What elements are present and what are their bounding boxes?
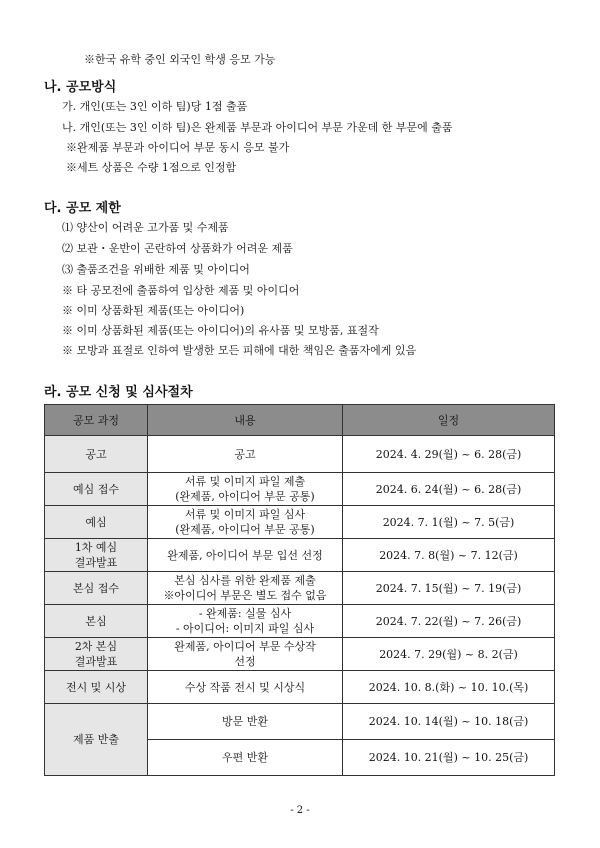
date-cell-text: 2024. 7. 29(월) ~ 8. 2(금) — [379, 647, 518, 661]
restriction-item: ⑴ 양산이 어려운 고가품 및 수제품 — [62, 221, 229, 234]
section-b-note-2: ※세트 상품은 수량 1점으로 인정함 — [66, 161, 237, 174]
content-cell — [148, 605, 343, 638]
stage-cell — [45, 506, 148, 539]
stage-cell — [45, 539, 148, 572]
content-cell — [148, 671, 343, 704]
page-number: - 2 - — [290, 805, 310, 816]
date-cell — [343, 704, 555, 740]
stage-cell-text: 예심 접수 — [72, 482, 119, 496]
stage-cell-text: 예심 — [85, 515, 107, 529]
date-cell — [343, 740, 555, 776]
stage-cell-text: 결과발표 — [74, 655, 118, 668]
content-cell — [148, 473, 343, 506]
restriction-item: ⑵ 보관・운반이 곤란하여 상품화가 어려운 제품 — [62, 242, 293, 255]
section-c-heading: 다. 공모 제한 — [44, 201, 121, 216]
content-cell — [148, 740, 343, 776]
header-date: 일정 — [343, 405, 555, 436]
content-cell-text: - 완제품: 실물 심사 — [198, 607, 292, 620]
date-cell-text: 2024. 4. 29(월) ~ 6. 28(금) — [375, 447, 522, 461]
table-row — [45, 473, 555, 506]
content-cell-text: 본심 심사를 위한 완제품 제출 — [174, 574, 316, 587]
table-row — [45, 506, 555, 539]
header-content: 내용 — [148, 405, 343, 436]
date-cell — [343, 436, 555, 473]
table-row — [45, 572, 555, 605]
restriction-item: ※ 타 공모전에 출품하여 입상한 제품 및 아이디어 — [62, 284, 300, 297]
content-cell — [148, 539, 343, 572]
content-cell-text: (완제품, 아이디어 부문 공통) — [175, 523, 315, 536]
process-table — [44, 404, 555, 776]
stage-cell — [45, 473, 148, 506]
content-cell-text: - 아이디어: 이미지 파일 심사 — [175, 622, 315, 635]
date-cell-text: 2024. 7. 1(월) ~ 7. 5(금) — [382, 515, 515, 529]
table-header-row — [45, 405, 555, 436]
table-row — [45, 638, 555, 671]
content-cell-text: ※아이디어 부문은 별도 접수 없음 — [163, 589, 327, 602]
content-cell — [148, 506, 343, 539]
section-b-heading: 나. 공모방식 — [44, 80, 117, 95]
section-b-note-1: ※완제품 부문과 아이디어 부문 동시 응모 불가 — [66, 141, 290, 154]
table-row — [45, 539, 555, 572]
date-cell-text: 2024. 10. 8.(화) ~ 10. 10.(목) — [368, 680, 529, 694]
stage-cell — [45, 605, 148, 638]
stage-cell-text: 2차 본심 — [74, 640, 118, 653]
restriction-item: ※ 이미 상품화된 제품(또는 아이디어) — [62, 304, 245, 317]
content-cell — [148, 572, 343, 605]
date-cell-text: 2024. 6. 24(월) ~ 6. 28(금) — [375, 482, 522, 496]
stage-cell — [45, 638, 148, 671]
restriction-item: ⑶ 출품조건을 위배한 제품 및 아이디어 — [62, 263, 250, 276]
content-cell-text: 완제품, 아이디어 부문 입선 선정 — [167, 548, 323, 562]
stage-cell-text: 전시 및 시상 — [65, 680, 127, 694]
date-cell — [343, 539, 555, 572]
date-cell-text: 2024. 7. 8(월) ~ 7. 12(금) — [379, 548, 518, 562]
stage-cell-text: 제품 반출 — [72, 733, 119, 746]
table-row — [45, 704, 555, 740]
section-b-item-2: 나. 개인(또는 3인 이하 팀)은 완제품 부문과 아이디어 부문 가운데 한 부문에 출품 — [62, 121, 453, 134]
content-cell — [148, 436, 343, 473]
content-cell-text: (완제품, 아이디어 부문 공통) — [175, 490, 315, 503]
content-cell-text: 서류 및 이미지 파일 제출 — [184, 475, 306, 488]
stage-cell — [45, 671, 148, 704]
date-cell — [343, 605, 555, 638]
stage-cell-text: 본심 접수 — [72, 581, 119, 595]
content-cell-text: 서류 및 이미지 파일 심사 — [184, 508, 306, 521]
restriction-item: ※ 이미 상품화된 제품(또는 아이디어)의 유사품 및 모방품, 표절작 — [62, 324, 379, 337]
content-cell-text: 공고 — [234, 447, 256, 461]
content-cell — [148, 638, 343, 671]
table-row — [45, 671, 555, 704]
content-cell — [148, 704, 343, 740]
content-cell-text: 선정 — [234, 655, 256, 668]
stage-cell-text: 본심 — [85, 614, 107, 628]
table-row — [45, 436, 555, 473]
stage-cell — [45, 704, 148, 776]
section-b-item-1: 가. 개인(또는 3인 이하 팀)당 1점 출품 — [62, 100, 248, 113]
section-d-heading: 라. 공모 신청 및 심사절차 — [44, 385, 193, 400]
header-stage: 공모 과정 — [45, 405, 148, 436]
date-cell-text: 2024. 10. 21(월) ~ 10. 25(금) — [368, 751, 529, 764]
stage-cell — [45, 436, 148, 473]
content-cell-text: 우편 반환 — [221, 751, 268, 764]
date-cell — [343, 506, 555, 539]
table-row — [45, 605, 555, 638]
content-cell-text: 완제품, 아이디어 부문 수상작 — [174, 640, 316, 653]
content-cell-text: 수상 작품 전시 및 시상식 — [184, 680, 306, 694]
date-cell-text: 2024. 7. 15(월) ~ 7. 19(금) — [375, 581, 522, 595]
date-cell-text: 2024. 7. 22(월) ~ 7. 26(금) — [375, 614, 522, 628]
date-cell — [343, 638, 555, 671]
content-cell-text: 방문 반환 — [221, 715, 268, 728]
stage-cell-text: 결과발표 — [74, 556, 118, 569]
date-cell — [343, 572, 555, 605]
stage-cell-text: 공고 — [85, 447, 107, 461]
stage-cell-text: 1차 예심 — [74, 541, 118, 554]
date-cell — [343, 473, 555, 506]
stage-cell — [45, 572, 148, 605]
foreign-student-note: ※한국 유학 중인 외국인 학생 응모 가능 — [84, 53, 276, 66]
date-cell — [343, 671, 555, 704]
date-cell-text: 2024. 10. 14(월) ~ 10. 18(금) — [368, 715, 529, 728]
restriction-item: ※ 모방과 표절로 인하여 발생한 모든 피해에 대한 책임은 출품자에게 있음 — [62, 344, 417, 357]
